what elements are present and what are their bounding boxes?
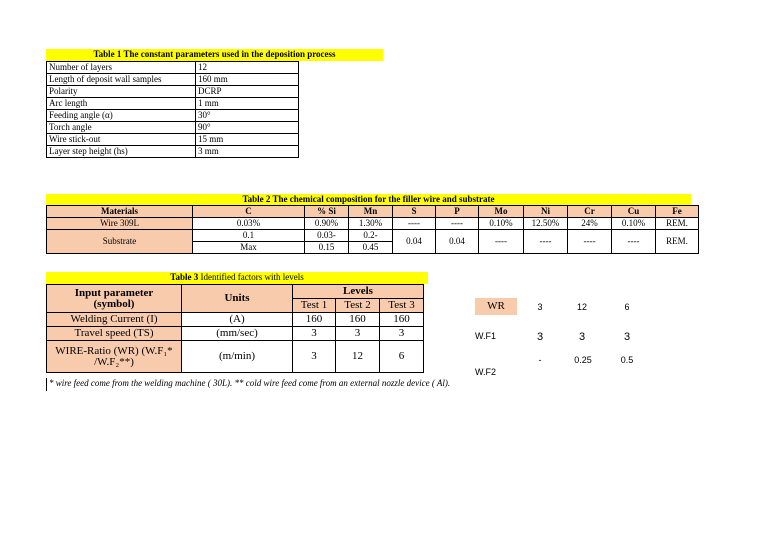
cell: Substrate xyxy=(47,230,193,254)
table-row xyxy=(47,230,699,242)
cell: ---- xyxy=(612,230,656,254)
column-header: P xyxy=(436,206,479,218)
table-header-row xyxy=(47,285,424,299)
cell: ---- xyxy=(568,230,612,254)
column-header: Levels xyxy=(293,285,424,299)
column-header: Units xyxy=(182,285,293,313)
table-row xyxy=(47,146,299,158)
table2 xyxy=(46,205,699,254)
cell: 15 mm xyxy=(196,134,299,146)
column-header: Test 1 xyxy=(293,299,336,313)
cell: Torch angle xyxy=(47,122,196,134)
wf2-value: - xyxy=(538,355,542,365)
cell: ---- xyxy=(524,230,568,254)
cell: 3 mm xyxy=(196,146,299,158)
column-header: Cr xyxy=(568,206,612,218)
cell: 0.04 xyxy=(393,230,436,254)
wf1-label: W.F1 xyxy=(475,331,497,341)
cell: (mm/sec) xyxy=(182,327,293,341)
cell: Feeding angle (α) xyxy=(47,110,196,122)
header-line: Input parameter xyxy=(74,286,154,299)
cell: REM. xyxy=(656,218,699,230)
column-header: Materials xyxy=(47,206,193,218)
cell: 0.15 xyxy=(305,242,349,254)
table-row xyxy=(47,98,299,110)
cell: 3 xyxy=(380,327,424,341)
wr-value: 6 xyxy=(624,302,630,312)
cell: 30° xyxy=(196,110,299,122)
column-header: Test 3 xyxy=(380,299,424,313)
column-header: Mn xyxy=(349,206,393,218)
table-row xyxy=(47,313,424,327)
cell: Wire 309L xyxy=(47,218,193,230)
cell: 0.90% xyxy=(305,218,349,230)
cell: 160 xyxy=(336,313,380,327)
cell: Length of deposit wall samples xyxy=(47,74,196,86)
cell: 1.30% xyxy=(349,218,393,230)
cell: 3 xyxy=(336,327,380,341)
table3-title-label: Table 3 xyxy=(170,272,199,282)
cell: 0.03% xyxy=(193,218,305,230)
column-header: Cu xyxy=(612,206,656,218)
wf1-value: 3 xyxy=(578,331,586,343)
cell: 12 xyxy=(336,341,380,373)
cell: REM. xyxy=(656,230,699,254)
column-header: % Si xyxy=(305,206,349,218)
cell-line: WIRE-Ratio (WR) (W.F₁* xyxy=(55,344,173,357)
cell: 6 xyxy=(380,341,424,373)
cell: 24% xyxy=(568,218,612,230)
wf2-value: 0.5 xyxy=(620,355,634,365)
table-row xyxy=(47,327,424,341)
column-header: Test 2 xyxy=(336,299,380,313)
cell: ---- xyxy=(393,218,436,230)
cell: 0.10% xyxy=(612,218,656,230)
cell: 12 xyxy=(196,62,299,74)
wf2-label: W.F2 xyxy=(475,367,497,377)
wr-value: 3 xyxy=(537,302,543,312)
cell: 0.10% xyxy=(479,218,524,230)
wf1-value: 3 xyxy=(536,331,544,343)
table-row xyxy=(47,218,699,230)
cell xyxy=(47,341,182,373)
cell: 1 mm xyxy=(196,98,299,110)
table-header-row xyxy=(47,206,699,218)
cell: 160 xyxy=(380,313,424,327)
cell: 0.04 xyxy=(436,230,479,254)
table1-title: Table 1 The constant parameters used in the deposition process xyxy=(46,49,383,61)
cell: 0.1 xyxy=(193,230,305,242)
cell-line: /W.F₂**) xyxy=(94,355,134,368)
column-header: Ni xyxy=(524,206,568,218)
cell: Arc length xyxy=(47,98,196,110)
table3-title-text: Identified factors with levels xyxy=(198,272,304,282)
cell: Number of layers xyxy=(47,62,196,74)
cell: 0.45 xyxy=(349,242,393,254)
wr-label: WR xyxy=(475,298,517,315)
header-line: (symbol) xyxy=(93,297,135,310)
column-header: Fe xyxy=(656,206,699,218)
cell: 160 mm xyxy=(196,74,299,86)
cell: (m/min) xyxy=(182,341,293,373)
table-row xyxy=(47,74,299,86)
table1 xyxy=(46,61,299,158)
wr-value: 12 xyxy=(576,302,587,312)
table-row xyxy=(47,341,424,373)
table3 xyxy=(46,284,424,373)
cell: Wire stick-out xyxy=(47,134,196,146)
wf1-value: 3 xyxy=(623,331,631,343)
cell: 12.50% xyxy=(524,218,568,230)
cell: ---- xyxy=(479,230,524,254)
cell: Travel speed (TS) xyxy=(47,327,182,341)
cell: Max xyxy=(193,242,305,254)
table-row xyxy=(47,86,299,98)
table3-title xyxy=(46,272,428,284)
cell: Welding Current (I) xyxy=(47,313,182,327)
cell: 0.03- xyxy=(305,230,349,242)
cell: Polarity xyxy=(47,86,196,98)
cell: 90° xyxy=(196,122,299,134)
cell: 0.2- xyxy=(349,230,393,242)
column-header: C xyxy=(193,206,305,218)
table3-footnote: * wire feed come from the welding machine ( 30L). ** cold wire feed come from an external nozzle device ( Al). xyxy=(46,378,516,391)
wf2-value: 0.25 xyxy=(574,355,592,365)
cell: 160 xyxy=(293,313,336,327)
column-header xyxy=(47,285,182,313)
column-header: Mo xyxy=(479,206,524,218)
cell: Layer step height (hs) xyxy=(47,146,196,158)
cell: (A) xyxy=(182,313,293,327)
table-row xyxy=(47,62,299,74)
column-header: S xyxy=(393,206,436,218)
cell: ---- xyxy=(436,218,479,230)
table-row xyxy=(47,134,299,146)
cell: 3 xyxy=(293,341,336,373)
table-row xyxy=(47,110,299,122)
cell: DCRP xyxy=(196,86,299,98)
table-row xyxy=(47,122,299,134)
table2-title: Table 2 The chemical composition for the filler wire and substrate xyxy=(46,194,691,205)
cell: 3 xyxy=(293,327,336,341)
